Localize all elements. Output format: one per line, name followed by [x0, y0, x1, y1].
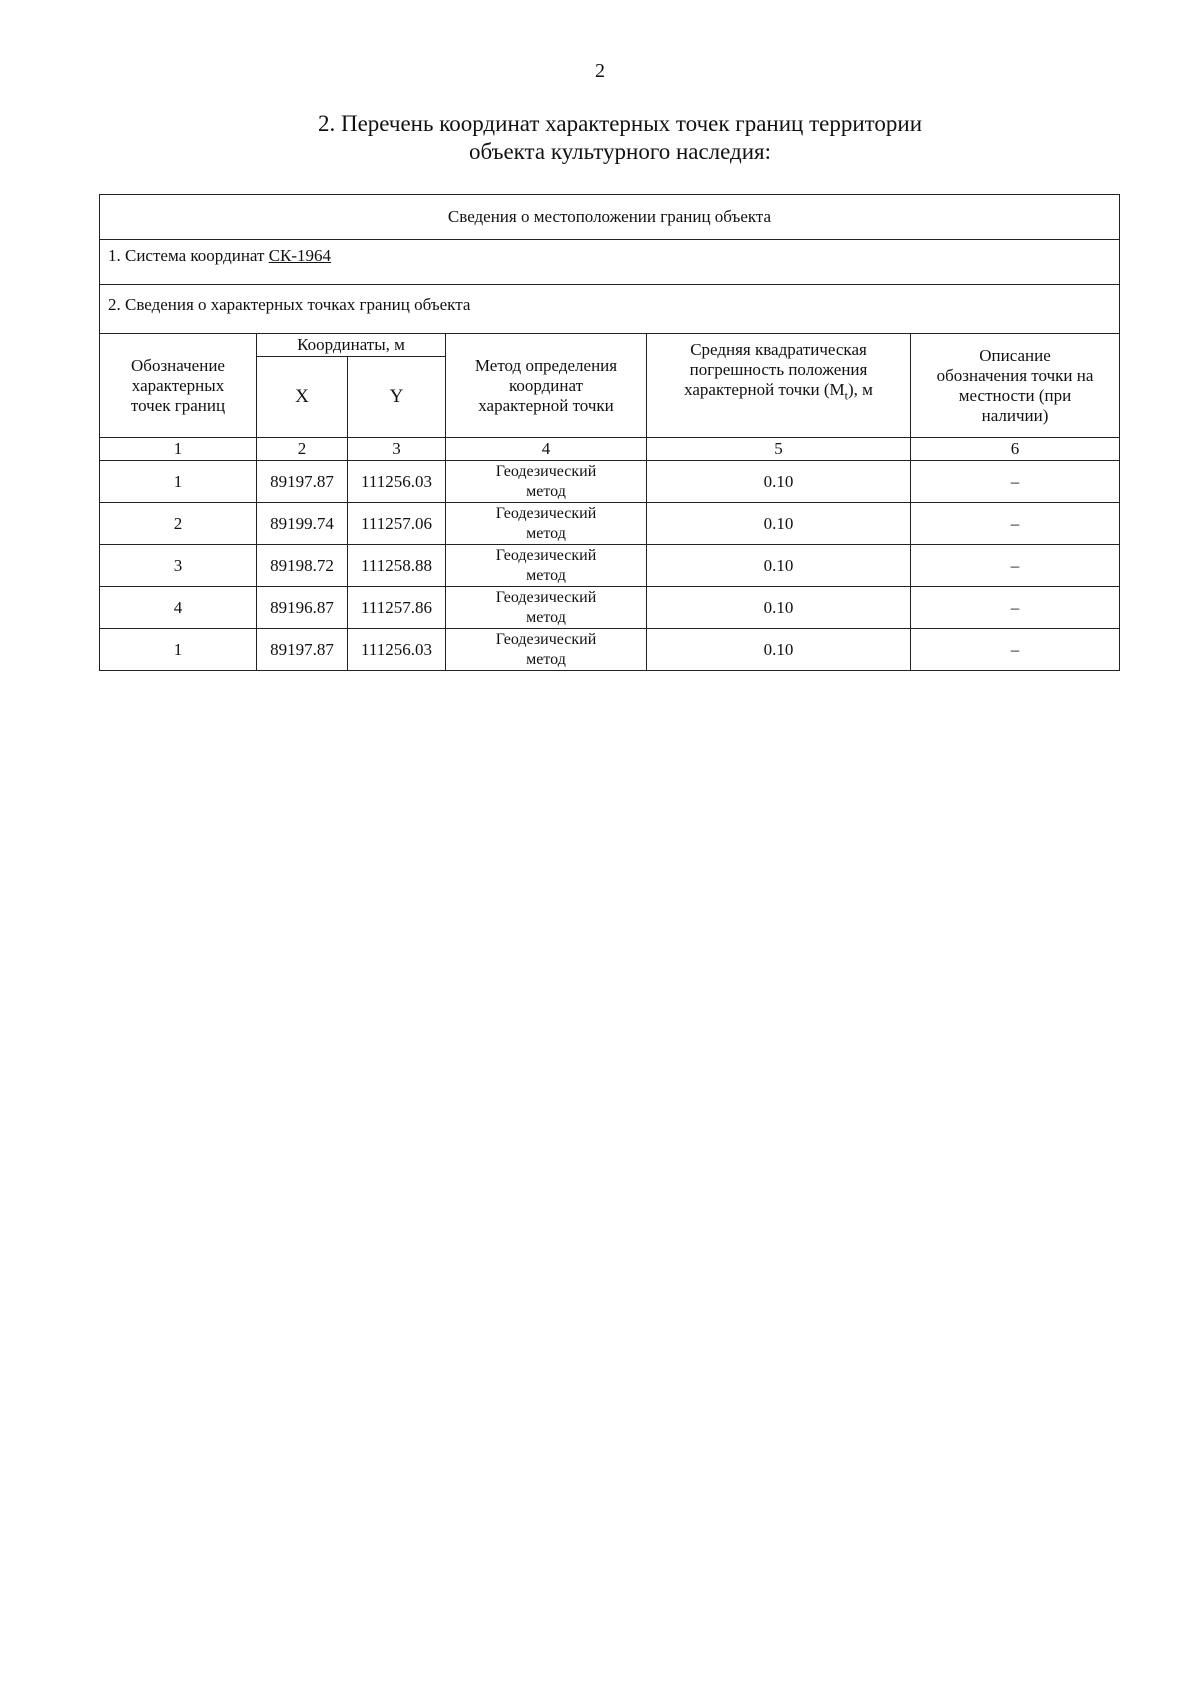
cell-x: 89197.87	[257, 629, 348, 671]
header-method-line: характерной точки	[478, 395, 614, 415]
header-y: Y	[348, 357, 446, 438]
header-description-line: обозначения точки на	[936, 365, 1094, 385]
header-point-designation-line: точек границ	[130, 395, 226, 415]
cell-description: –	[911, 545, 1120, 587]
document-title	[200, 110, 1040, 166]
cell-error: 0.10	[647, 461, 911, 503]
column-number: 1	[100, 438, 257, 461]
cell-y: 111256.03	[348, 461, 446, 503]
column-number: 4	[446, 438, 647, 461]
header-description	[911, 334, 1120, 438]
cell-method-line: Геодезический	[495, 462, 597, 480]
header-error-line: Средняя квадратическая	[690, 340, 867, 359]
cell-method-line: Геодезический	[495, 546, 597, 564]
cell-y: 111257.06	[348, 503, 446, 545]
cell-method-line: Геодезический	[495, 630, 597, 648]
cell-method-line: метод	[526, 524, 566, 542]
cell-method	[446, 629, 647, 671]
document-title-line-2: объекта культурного наследия:	[468, 139, 772, 164]
cell-method-line: метод	[526, 650, 566, 668]
header-method	[446, 334, 647, 438]
header-description-line: местности (при	[958, 385, 1072, 405]
table-row	[100, 587, 1120, 629]
cell-method	[446, 461, 647, 503]
header-point-designation	[100, 334, 257, 438]
header-x: X	[257, 357, 348, 438]
column-number: 6	[911, 438, 1120, 461]
header-description-line: Описание	[979, 345, 1051, 365]
cell-error: 0.10	[647, 503, 911, 545]
cell-method	[446, 545, 647, 587]
cell-error: 0.10	[647, 629, 911, 671]
points-section-title: 2. Сведения о характерных точках границ объекта	[100, 285, 1120, 334]
header-error-text: характерной точки (M	[684, 380, 845, 399]
header-description-line: наличии)	[981, 405, 1049, 425]
cell-error: 0.10	[647, 545, 911, 587]
header-error-line	[651, 380, 906, 405]
cell-point: 1	[100, 461, 257, 503]
column-number: 2	[257, 438, 348, 461]
cell-description: –	[911, 587, 1120, 629]
table-row	[100, 503, 1120, 545]
column-number: 3	[348, 438, 446, 461]
cell-method-line: Геодезический	[495, 588, 597, 606]
document-title-line-1: 2. Перечень координат характерных точек границ территории	[317, 111, 923, 136]
header-method-line: координат	[508, 375, 584, 395]
cell-x: 89199.74	[257, 503, 348, 545]
table-row	[100, 629, 1120, 671]
cell-description: –	[911, 461, 1120, 503]
header-coordinates-group: Координаты, м	[257, 334, 446, 357]
cell-description: –	[911, 629, 1120, 671]
cell-y: 111257.86	[348, 587, 446, 629]
cell-x: 89198.72	[257, 545, 348, 587]
header-point-designation-line: Обозначение	[131, 355, 225, 375]
cell-description: –	[911, 503, 1120, 545]
cell-error: 0.10	[647, 587, 911, 629]
header-error	[647, 334, 911, 438]
header-error-unit: ), м	[847, 380, 873, 399]
coordinate-system-row	[100, 240, 1120, 285]
cell-point: 2	[100, 503, 257, 545]
header-point-designation-line: характерных	[131, 375, 225, 395]
cell-x: 89197.87	[257, 461, 348, 503]
table-row	[100, 461, 1120, 503]
header-error-line: погрешность положения	[689, 360, 868, 379]
cell-method-line: метод	[526, 566, 566, 584]
cell-point: 1	[100, 629, 257, 671]
coordinates-table	[99, 194, 1120, 671]
cell-point: 3	[100, 545, 257, 587]
header-error-subscript: t	[844, 388, 848, 403]
cell-x: 89196.87	[257, 587, 348, 629]
cell-method-line: метод	[526, 608, 566, 626]
cell-y: 111258.88	[348, 545, 446, 587]
column-number: 5	[647, 438, 911, 461]
header-method-line: Метод определения	[474, 355, 618, 375]
cell-method	[446, 587, 647, 629]
cell-method-line: Геодезический	[495, 504, 597, 522]
table-caption: Сведения о местоположении границ объекта	[100, 195, 1120, 240]
coordinate-system-label: 1. Система координат	[108, 246, 269, 265]
cell-y: 111256.03	[348, 629, 446, 671]
cell-method	[446, 503, 647, 545]
coordinate-system-value: СК-1964	[268, 246, 332, 265]
table-row	[100, 545, 1120, 587]
cell-method-line: метод	[526, 482, 566, 500]
cell-point: 4	[100, 587, 257, 629]
page-number: 2	[595, 60, 605, 82]
